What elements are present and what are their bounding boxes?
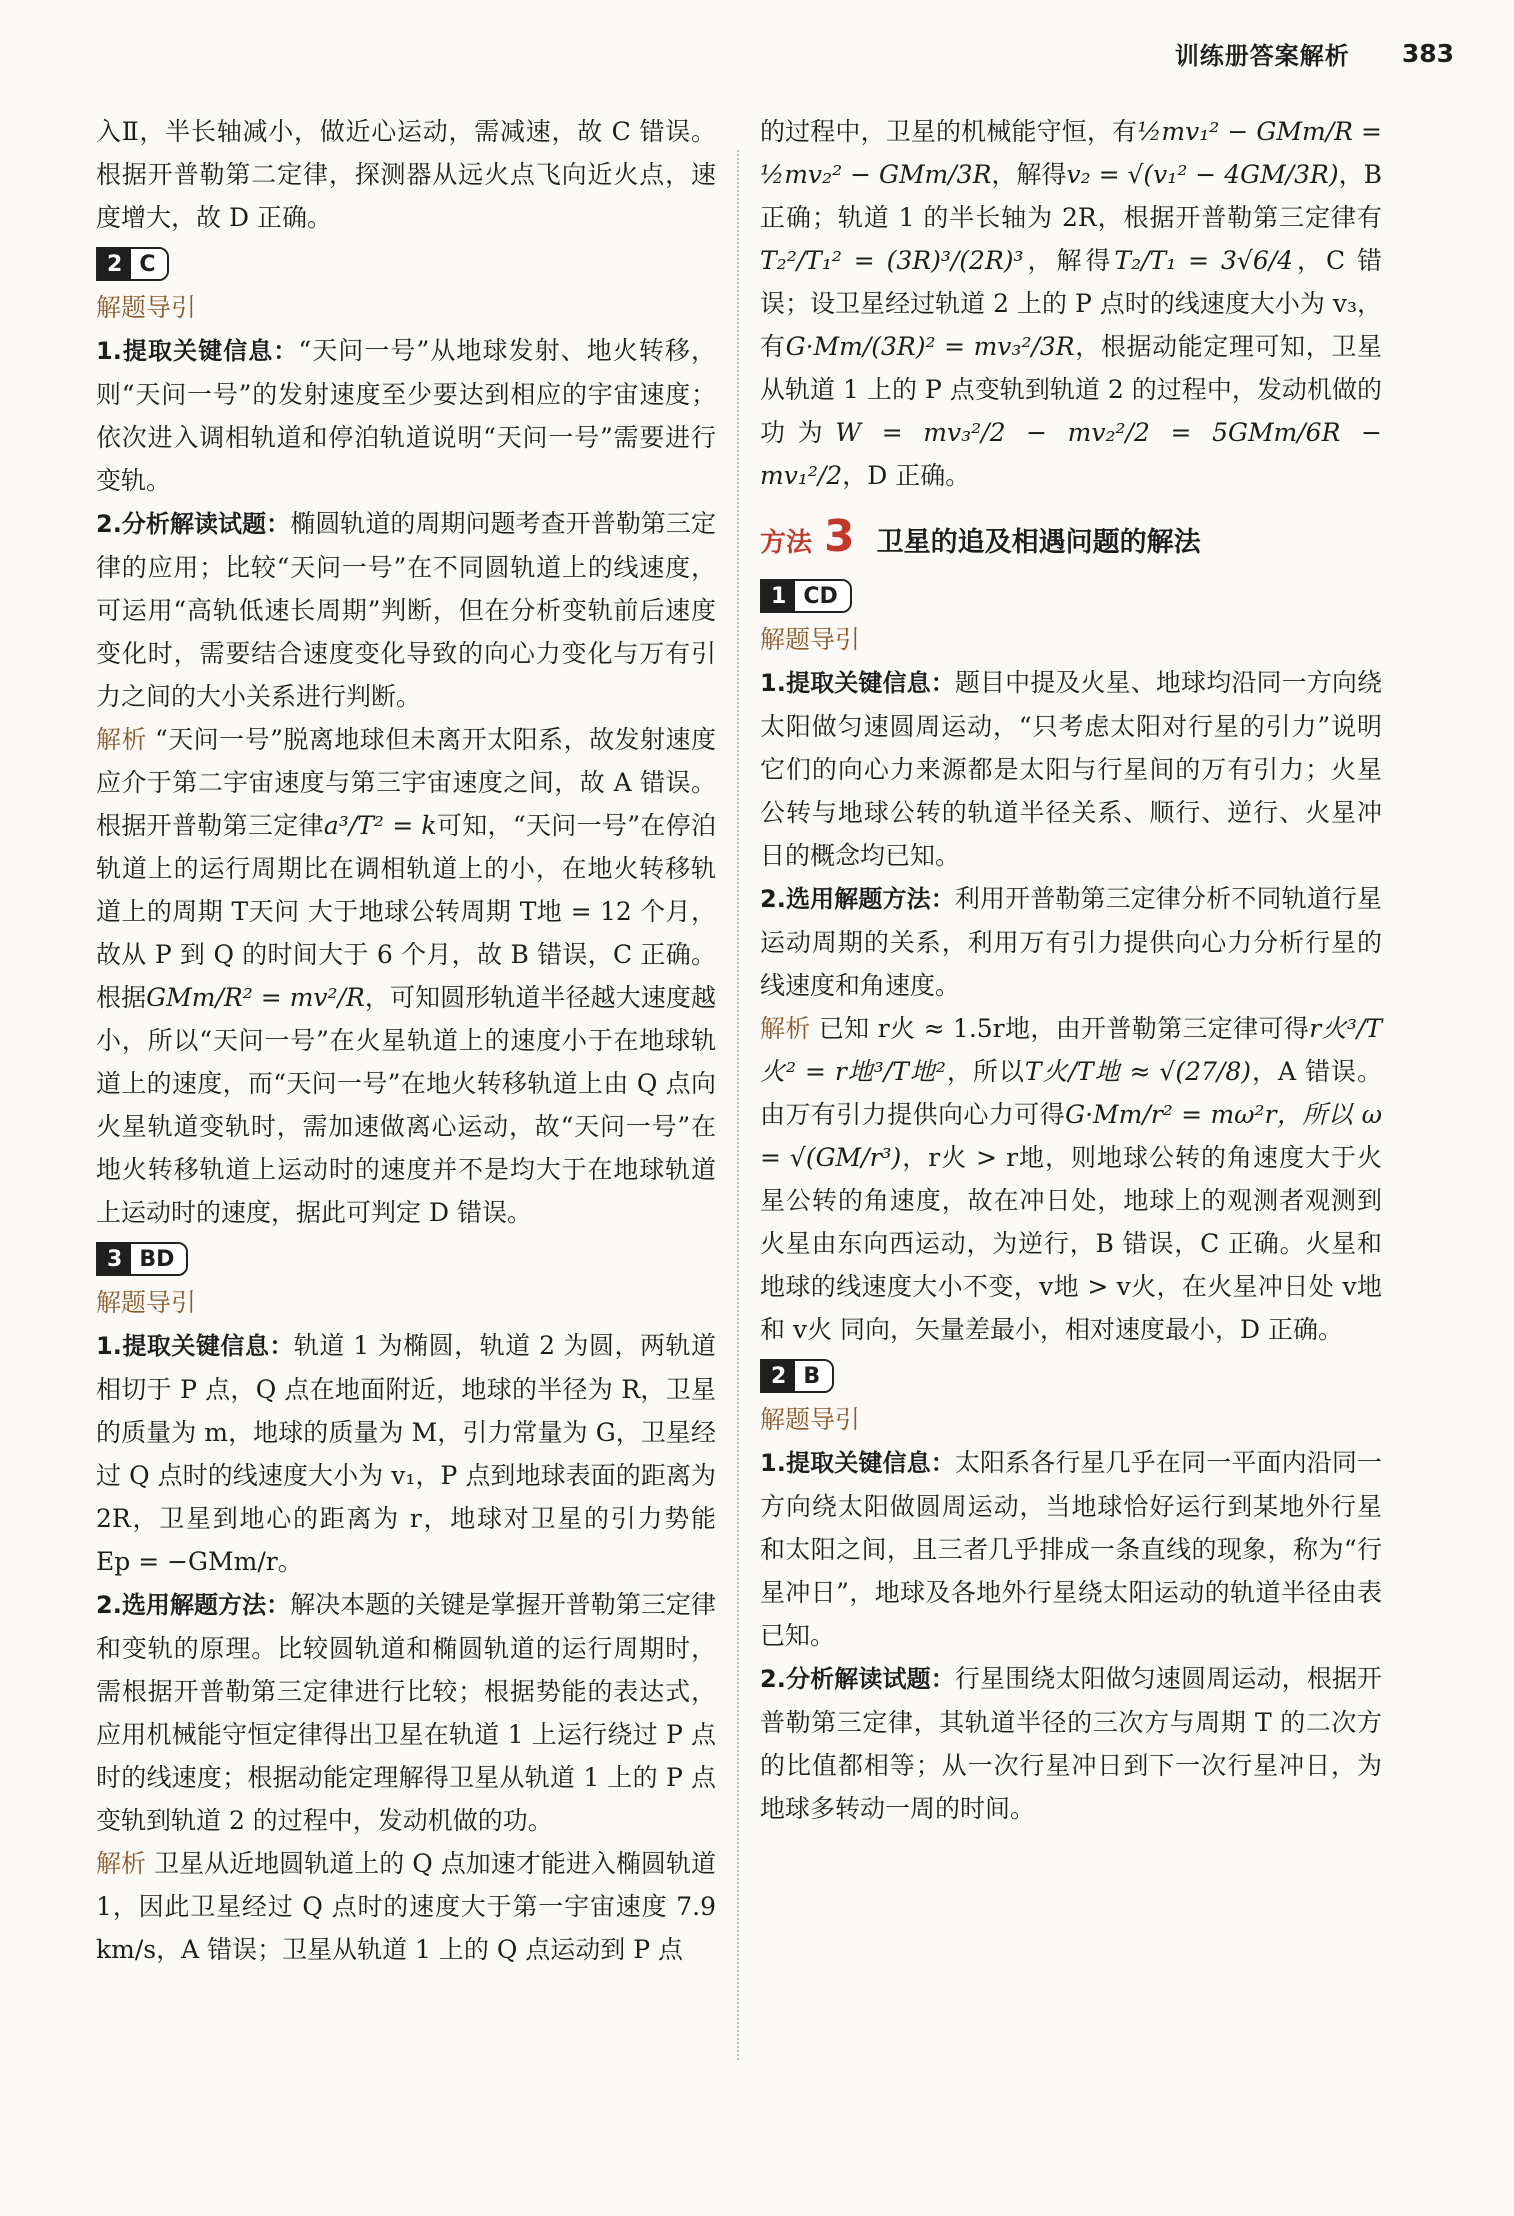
analysis-text: 卫星从近地圆轨道上的 Q 点加速才能进入椭圆轨道 1，因此卫星经过 Q 点时的速度大于第一宇宙速度 7.9 km/s，A 错误；卫星从轨道 1 上的 Q 点运动到 P 点 [96,1849,716,1964]
section-heading: 解题导引 [760,625,861,654]
running-title: 训练册答案解析 [1174,41,1350,70]
page-header [1175,28,1454,78]
answer-letter: B [795,1361,832,1391]
formula: T火/T地 ≈ √(27/8) [1024,1057,1251,1086]
item-text: 题目中提及火星、地球均沿同一方向绕太阳做匀速圆周运动，“只考虑太阳对行星的引力”说明它们的向心力来源都是太阳与行星间的万有引力；火星公转与地球公转的轨道半径关系、顺行、逆行、火星冲日的概念均已知。 [760,668,1382,870]
answer-letter: BD [131,1244,186,1274]
text: ，B 正确；轨道 1 的半长轴为 2R，根据开普勒第三定律有 [760,160,1382,232]
method-heading [760,511,1382,565]
text: 的过程中，卫星的机械能守恒，有 [760,117,1138,146]
formula: r火³/T火² = r地³/T地² [760,1014,1382,1086]
paragraph [760,1007,1382,1351]
analysis-text: “天问一号”脱离地球但未离开太阳系，故发射速度应介于第二宇宙速度与第三宇宙速度之间，故 A 错误。根据开普勒第三定律 [96,725,716,840]
page-number: 383 [1401,38,1454,68]
item-label: 1.提取关键信息： [96,337,299,365]
item-text: 行星围绕太阳做匀速圆周运动，根据开普勒第三定律，其轨道半径的三次方与周期 T 的二次方的比值都相等；从一次行星冲日到下一次行星冲日，为地球多转动一周的时间。 [760,1664,1382,1823]
question-number: 2 [98,249,131,279]
item-label: 1.提取关键信息： [760,669,955,697]
item-text: 太阳系各行星几乎在同一平面内沿同一方向绕太阳做圆周运动，当地球恰好运行到某地外行星和太阳之间，且三者几乎排成一条直线的现象，称为“行星冲日”，地球及各地外行星绕太阳运动的轨道半径由表已知。 [760,1448,1382,1650]
analysis-text: ，r火 > r地，则地球公转的角速度大于火星公转的角速度，故在冲日处，地球上的观测者观测到火星由东向西运动，为逆行，B 错误，C 正确。火星和地球的线速度大小不变，v地 > v火，在火星冲日处 v地 和 v火 同向，矢量差最小，相对速度最小，D 正确。 [760,1143,1382,1344]
paragraph [96,1583,716,1842]
paragraph [96,329,716,502]
answer-letter: C [131,249,167,279]
paragraph [760,877,1382,1007]
analysis-text: 可知，“天问一号”在停泊轨道上的运行周期比在调相轨道上的小，在地火转移轨道上的周期 T天问 大于地球公转周期 T地 = 12 个月，故从 P 到 Q 的时间大于 6 个月，故 B 错误，C 正确。根据 [96,811,716,1012]
item-text: “天问一号”从地球发射、地火转移，则“天问一号”的发射速度至少要达到相应的宇宙速度；依次进入调相轨道和停泊轨道说明“天问一号”需要进行变轨。 [96,336,716,495]
analysis-label: 解析 [96,725,147,754]
formula: v₂ = √(v₁² − 4GM/3R) [1066,160,1339,189]
formula: T₂/T₁ = 3√6/4 [1114,246,1294,275]
paragraph [760,661,1382,877]
item-text: 轨道 1 为椭圆，轨道 2 为圆，两轨道相切于 P 点，Q 点在地面附近，地球的半径为 R，卫星的质量为 m，地球的质量为 M，引力常量为 G，卫星经过 Q 点时的线速度大小为 v₁，P 点到地球表面的距离为 2R，卫星到地心的距离为 r，地球对卫星的引力势能 Ep = −GMm/r。 [96,1331,716,1576]
paragraph [760,1657,1382,1830]
answer-badge [96,247,169,281]
question-number: 2 [762,1361,795,1391]
question-number: 3 [98,1244,131,1274]
item-label: 1.提取关键信息： [760,1449,955,1477]
formula: W = mv₃²/2 − mv₂²/2 = 5GMm/6R − mv₁²/2 [760,418,1382,490]
section-heading: 解题导引 [96,1288,197,1317]
question-number: 1 [762,581,795,611]
paragraph [96,1324,716,1583]
analysis-text: ，A 错误。由万有引力提供向心力可得 [760,1057,1382,1129]
item-label: 2.选用解题方法： [760,885,955,913]
analysis-label: 解析 [96,1849,147,1878]
paragraph [96,1842,716,1971]
method-title: 卫星的追及相遇问题的解法 [876,527,1201,558]
text: ，C 错误；设卫星经过轨道 2 上的 P 点时的线速度大小为 v₃，有 [760,246,1383,361]
text: ，解得 [1023,246,1115,275]
section-heading: 解题导引 [760,1405,861,1434]
item-label: 1.提取关键信息： [96,1332,294,1360]
item-text: 解决本题的关键是掌握开普勒第三定律和变轨的原理。比较圆轨道和椭圆轨道的运行周期时，需根据开普勒第三定律进行比较；根据势能的表达式，应用机械能守恒定律得出卫星在轨道 1 上运行绕过 P 点时的线速度；根据动能定理解得卫星从轨道 1 上的 P 点变轨到轨道 2 的过程中，发动机做的功。 [96,1590,716,1835]
formula: G·Mm/r² = mω²r，所以 ω = √(GM/r³) [760,1100,1382,1172]
item-label: 2.选用解题方法： [96,1591,291,1619]
answer-badge [760,1359,834,1393]
paragraph [760,1441,1382,1657]
method-number: 3 [824,511,855,562]
formula: a³/T² = k [323,811,437,840]
analysis-text: 已知 r火 ≈ 1.5r地，由开普勒第三定律可得 [818,1014,1310,1043]
formula: T₂²/T₁² = (3R)³/(2R)³ [760,246,1024,275]
text: ，根据动能定理可知，卫星从轨道 1 上的 P 点变轨到轨道 2 的过程中，发动机做的功为 [760,332,1382,447]
answer-badge [96,1242,188,1276]
answer-letter: CD [795,581,849,611]
right-column [760,110,1382,1830]
item-label: 2.分析解读试题： [760,1665,955,1693]
paragraph [96,718,716,1234]
paragraph [96,502,716,718]
formula: G·Mm/(3R)² = mv₃²/3R [785,332,1075,361]
answer-badge [760,579,852,613]
method-label: 方法 [760,528,813,558]
column-divider [737,150,739,2060]
formula: GMm/R² = mv²/R [146,983,365,1012]
section-heading: 解题导引 [96,293,197,322]
item-label: 2.分析解读试题： [96,510,291,538]
paragraph: 入Ⅱ，半长轴减小，做近心运动，需减速，故 C 错误。根据开普勒第二定律，探测器从远火点飞向近火点，速度增大，故 D 正确。 [96,117,716,232]
text: ，D 正确。 [842,461,971,490]
item-text: 椭圆轨道的周期问题考查开普勒第三定律的应用；比较“天问一号”在不同圆轨道上的线速度，可运用“高轨低速长周期”判断，但在分析变轨前后速度变化时，需要结合速度变化导致的向心力变化与万有引力之间的大小关系进行判断。 [96,509,716,711]
left-column [96,110,716,1971]
formula: ½mv₁² − GMm/R = ½mv₂² − GMm/3R [760,117,1382,189]
analysis-label: 解析 [760,1014,811,1043]
analysis-text: ，所以 [945,1057,1025,1086]
item-text: 利用开普勒第三定律分析不同轨道行星运动周期的关系，利用万有引力提供向心力分析行星的线速度和角速度。 [760,884,1382,1000]
analysis-text: ，可知圆形轨道半径越大速度越小，所以“天问一号”在火星轨道上的速度小于在地球轨道上的速度，而“天问一号”在地火转移轨道上由 Q 点向火星轨道变轨时，需加速做离心运动，故“天问一号”在地火转移轨道上运动时的速度并不是均大于在地球轨道上运动时的速度，据此可判定 D 错误。 [96,983,716,1227]
paragraph [760,110,1382,497]
text: ，解得 [991,160,1067,189]
